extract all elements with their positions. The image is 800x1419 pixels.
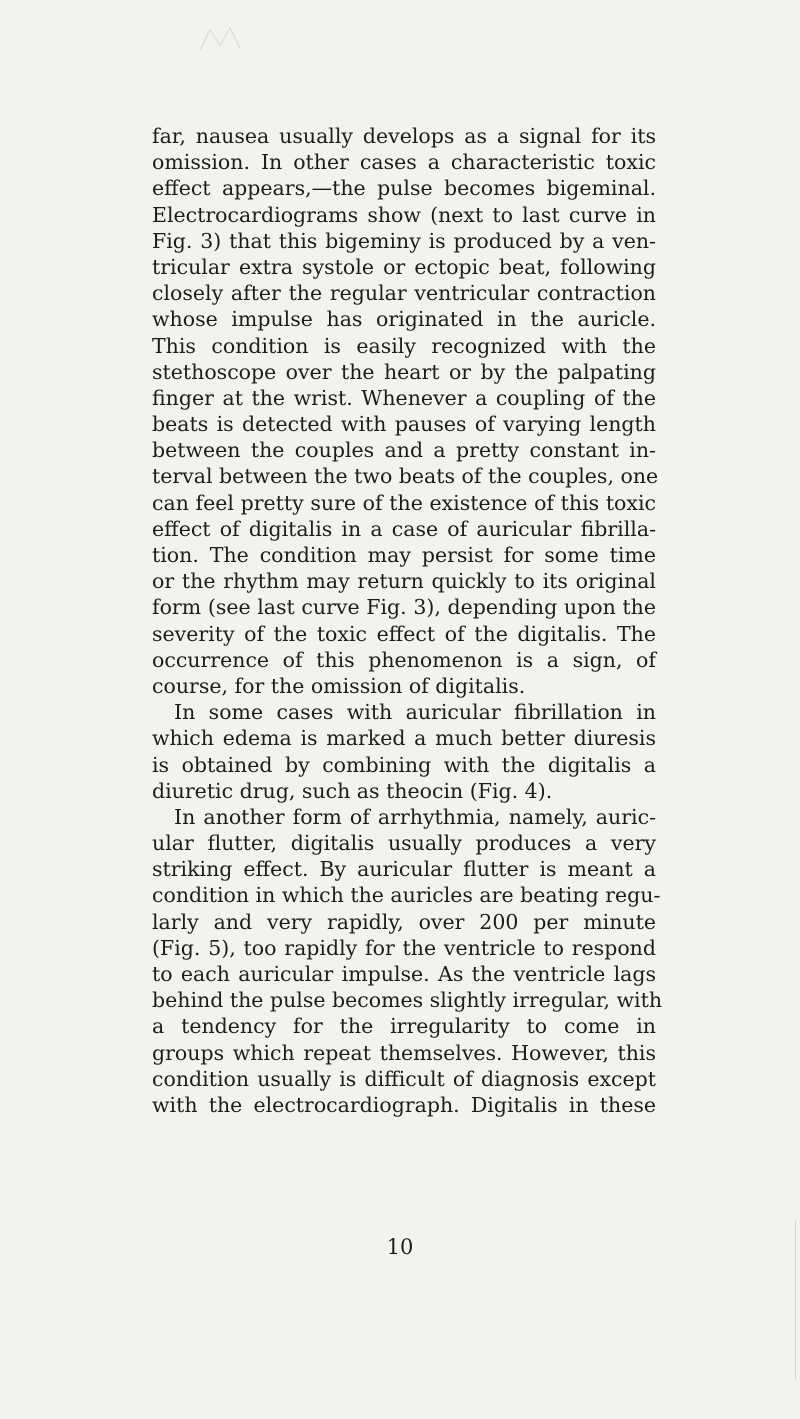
text-line: tricular extra systole or ectopic beat, following bbox=[152, 254, 656, 279]
text-line: larly and very rapidly, over 200 per minute bbox=[152, 909, 656, 934]
text-line: behind the pulse becomes slightly irregular, with bbox=[152, 988, 663, 1013]
text-line: (Fig. 5), too rapidly for the ventricle to respond bbox=[152, 935, 656, 960]
text-line: Fig. 3) that this bigeminy is produced by a ven- bbox=[152, 228, 656, 253]
text-line: can feel pretty sure of the existence of this toxic bbox=[152, 490, 656, 515]
text-line: effect appears,—the pulse becomes bigeminal. bbox=[152, 176, 656, 201]
text-line: condition usually is difficult of diagnosis except bbox=[152, 1066, 656, 1091]
text-line: effect of digitalis in a case of auricular fibrilla- bbox=[152, 516, 656, 541]
text-line: closely after the regular ventricular contraction bbox=[152, 281, 656, 306]
scan-edge-line bbox=[795, 1220, 796, 1380]
text-line: form (see last curve Fig. 3), depending upon the bbox=[152, 595, 656, 620]
text-line: condition in which the auricles are beating regu- bbox=[152, 883, 661, 908]
text-line: severity of the toxic effect of the digitalis. The bbox=[152, 621, 656, 646]
text-line: omission. In other cases a characteristic toxic bbox=[152, 150, 656, 175]
text-line: ular flutter, digitalis usually produces a very bbox=[152, 831, 656, 856]
text-line: This condition is easily recognized with the bbox=[152, 333, 656, 358]
text-line: occurrence of this phenomenon is a sign, of bbox=[152, 647, 656, 672]
text-line: to each auricular impulse. As the ventricle lags bbox=[152, 962, 656, 986]
text-line: between the couples and a pretty constant in- bbox=[152, 438, 656, 463]
text-line: with the electrocardiograph. Digitalis in these bbox=[152, 1092, 656, 1117]
page-number: 10 bbox=[386, 1235, 414, 1259]
text-line: terval between the two beats of the couples, one bbox=[152, 464, 659, 489]
body-text bbox=[152, 123, 663, 1118]
text-line: Electrocardiograms show (next to last curve in bbox=[152, 202, 656, 227]
text-line: groups which repeat themselves. However, this bbox=[152, 1040, 656, 1065]
text-line: is obtained by combining with the digitalis a bbox=[152, 752, 656, 777]
text-line: stethoscope over the heart or by the palpating bbox=[152, 359, 656, 384]
text-line: beats is detected with pauses of varying length bbox=[152, 412, 656, 437]
text-line: finger at the wrist. Whenever a coupling of the bbox=[152, 385, 656, 410]
paragraph-start-line: In another form of arrhythmia, namely, auric- bbox=[174, 804, 656, 829]
text-line: a tendency for the irregularity to come in bbox=[152, 1014, 656, 1039]
paragraph-end-line: course, for the omission of digitalis. bbox=[152, 673, 526, 698]
text-line: which edema is marked a much better diuresis bbox=[152, 726, 656, 751]
text-line: far, nausea usually develops as a signal for its bbox=[152, 124, 656, 148]
faded-stamp-mark bbox=[190, 20, 250, 60]
paragraph-start-line: In some cases with auricular fibrillation in bbox=[174, 700, 656, 725]
text-line: whose impulse has originated in the auricle. bbox=[152, 307, 656, 332]
paragraph-end-line: diuretic drug, such as theocin (Fig. 4). bbox=[152, 778, 553, 803]
text-line: tion. The condition may persist for some time bbox=[152, 543, 656, 567]
text-line: or the rhythm may return quickly to its original bbox=[152, 569, 656, 594]
text-line: striking effect. By auricular flutter is meant a bbox=[152, 857, 656, 882]
